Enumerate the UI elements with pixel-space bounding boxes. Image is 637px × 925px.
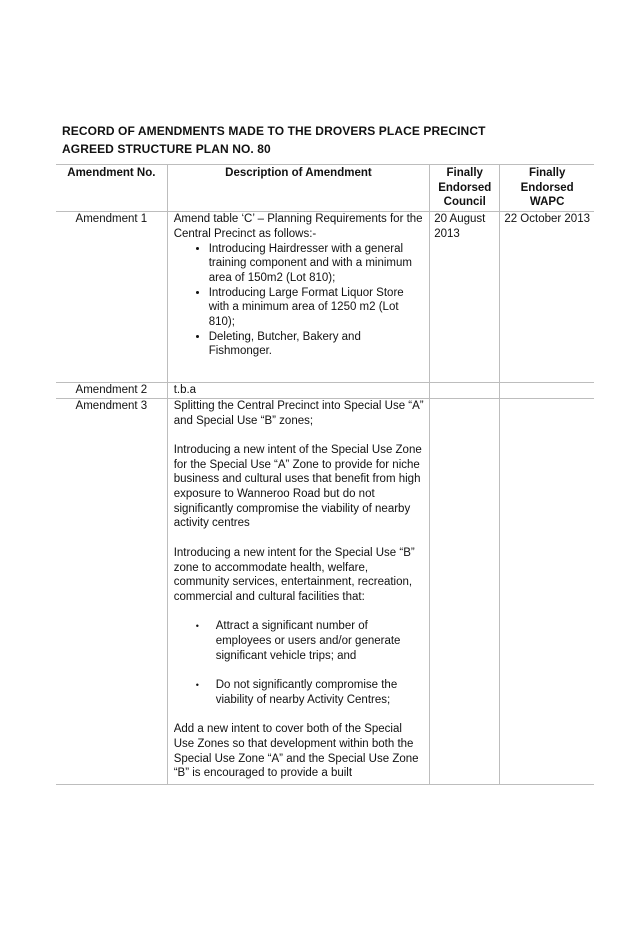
table-row [56, 383, 594, 399]
list-item: • Introducing Hairdresser with a general training component and with a minimum area of 150m2 (Lot 810); [209, 242, 425, 286]
council-date [430, 383, 500, 399]
header-amendment-no: Amendment No. [56, 165, 167, 212]
council-date: 20 August 2013 [430, 212, 500, 383]
table-header-row [56, 165, 594, 212]
council-date [430, 398, 500, 784]
description-paragraph: Introducing a new intent for the Special Use “B” zone to accommodate health, welfare, community services, entertainment, recreation, commercial and cultural facilities that: [173, 546, 415, 603]
title-line-1: RECORD OF AMENDMENTS MADE TO THE DROVERS PLACE PRECINCT [62, 124, 486, 138]
amendment-description [167, 398, 429, 784]
bullet-continuation: with a minimum area of 1250 m2 (Lot 810); [208, 301, 399, 329]
wapc-date [500, 398, 594, 784]
header-description: Description of Amendment [167, 165, 429, 212]
amendment-number: Amendment 3 [56, 398, 167, 784]
list-item: • Attract a significant number of employees or users and/or generate significant vehicle trips; and [216, 619, 425, 663]
sub-bullet-list [174, 619, 425, 707]
list-item [209, 286, 425, 330]
description-paragraph: Splitting the Central Precinct into Special Use “A” and Special Use “B” zones; [173, 399, 424, 427]
description-paragraph: Introducing a new intent of the Special Use Zone for the Special Use “A” Zone to provide for niche business and cultural uses that benefit from high exposure to Wanneroo Road but do not significantly compromise the viability of nearby activity centres [173, 443, 422, 530]
list-item: • Deleting, Butcher, Bakery and Fishmonger. [209, 330, 425, 359]
amendment-number: Amendment 2 [56, 383, 167, 399]
header-council: Finally Endorsed Council [430, 165, 500, 212]
wapc-date: 22 October 2013 [500, 212, 594, 383]
bullet-list [174, 242, 425, 360]
title-line-2: AGREED STRUCTURE PLAN NO. 80 [62, 142, 271, 156]
amendments-table [56, 164, 594, 785]
bullet-text: Introducing Large Format Liquor Store [208, 286, 404, 299]
table-row [56, 212, 594, 383]
amendment-description [167, 212, 429, 383]
amendment-description: t.b.a [167, 383, 429, 399]
description-paragraph: Add a new intent to cover both of the Special Use Zones so that development within both the Special Use Zone “A” and the Special Use Zone “B” is encouraged to provide a built [173, 723, 419, 780]
list-item: • Do not significantly compromise the viability of nearby Activity Centres; [216, 678, 425, 707]
header-wapc: Finally Endorsed WAPC [500, 165, 594, 212]
document-title [62, 122, 582, 158]
amendment-number: Amendment 1 [56, 212, 167, 383]
table-row [56, 398, 594, 784]
wapc-date [500, 383, 594, 399]
description-intro: Amend table ‘C’ – Planning Requirements for the Central Precinct as follows:- [173, 213, 423, 240]
